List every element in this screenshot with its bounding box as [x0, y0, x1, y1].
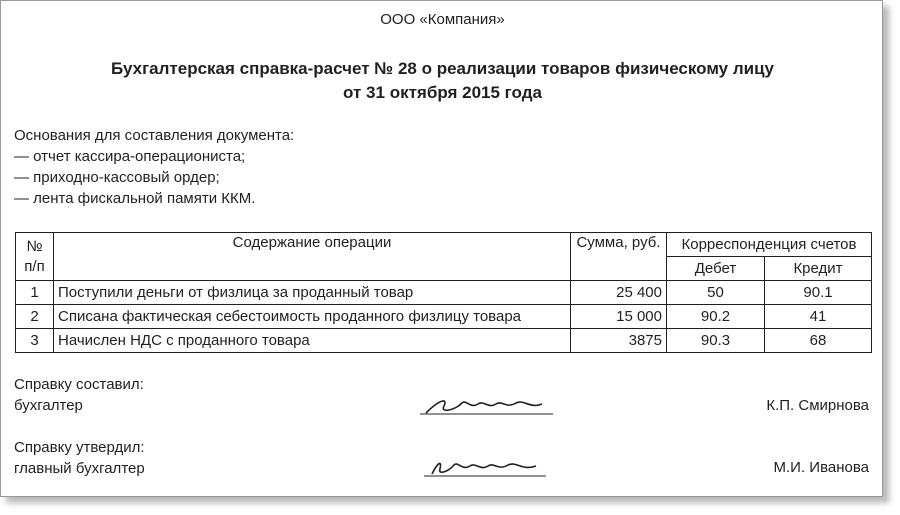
header-sum: Сумма, руб.	[571, 233, 667, 281]
approved-block	[14, 437, 145, 479]
row-credit: 90.1	[765, 281, 872, 305]
table-row	[16, 281, 872, 305]
basis-item: — отчет кассира-операциониста;	[14, 148, 246, 165]
prepared-block	[14, 374, 144, 416]
document-title	[1, 57, 884, 105]
row-sum: 3875	[571, 329, 667, 353]
header-correspondence: Корреспонденция счетов	[667, 233, 872, 257]
table-header-row	[16, 233, 872, 257]
row-debit: 90.3	[667, 329, 765, 353]
table-row	[16, 305, 872, 329]
basis-item: — приходно-кассовый ордер;	[14, 169, 220, 186]
header-number-line1: №	[26, 237, 43, 255]
row-content: Списана фактическая себестоимость проданного физлицу товара	[54, 305, 571, 329]
header-debit: Дебет	[667, 257, 765, 281]
signature-ivanova	[424, 456, 559, 478]
prepared-name: К.П. Смирнова	[766, 397, 869, 414]
row-sum: 25 400	[571, 281, 667, 305]
basis-item: — лента фискальной памяти ККМ.	[14, 190, 256, 207]
approved-role: главный бухгалтер	[14, 460, 145, 477]
title-line-2: от 31 октября 2015 года	[343, 83, 542, 102]
table-row	[16, 329, 872, 353]
row-credit: 41	[765, 305, 872, 329]
prepared-label: Справку составил:	[14, 376, 144, 393]
title-line-1: Бухгалтерская справка-расчет № 28 о реализации товаров физическому лицу	[110, 59, 775, 78]
row-debit: 50	[667, 281, 765, 305]
row-credit: 68	[765, 329, 872, 353]
signature-smirnova	[420, 394, 555, 416]
header-credit: Кредит	[765, 257, 872, 281]
basis-section	[14, 125, 294, 209]
prepared-role: бухгалтер	[14, 397, 83, 414]
header-content: Содержание операции	[54, 233, 571, 281]
approved-name: М.И. Иванова	[773, 459, 869, 476]
operations-table	[15, 232, 872, 353]
approved-label: Справку утвердил:	[14, 439, 145, 456]
basis-heading: Основания для составления документа:	[14, 127, 295, 144]
company-name: ООО «Компания»	[380, 11, 505, 28]
row-number: 2	[16, 305, 54, 329]
row-content: Начислен НДС с проданного товара	[54, 329, 571, 353]
row-content: Поступили деньги от физлица за проданный товар	[54, 281, 571, 305]
row-number: 3	[16, 329, 54, 353]
header-number-line2: п/п	[24, 257, 45, 275]
row-number: 1	[16, 281, 54, 305]
row-sum: 15 000	[571, 305, 667, 329]
header-number	[16, 233, 54, 281]
row-debit: 90.2	[667, 305, 765, 329]
